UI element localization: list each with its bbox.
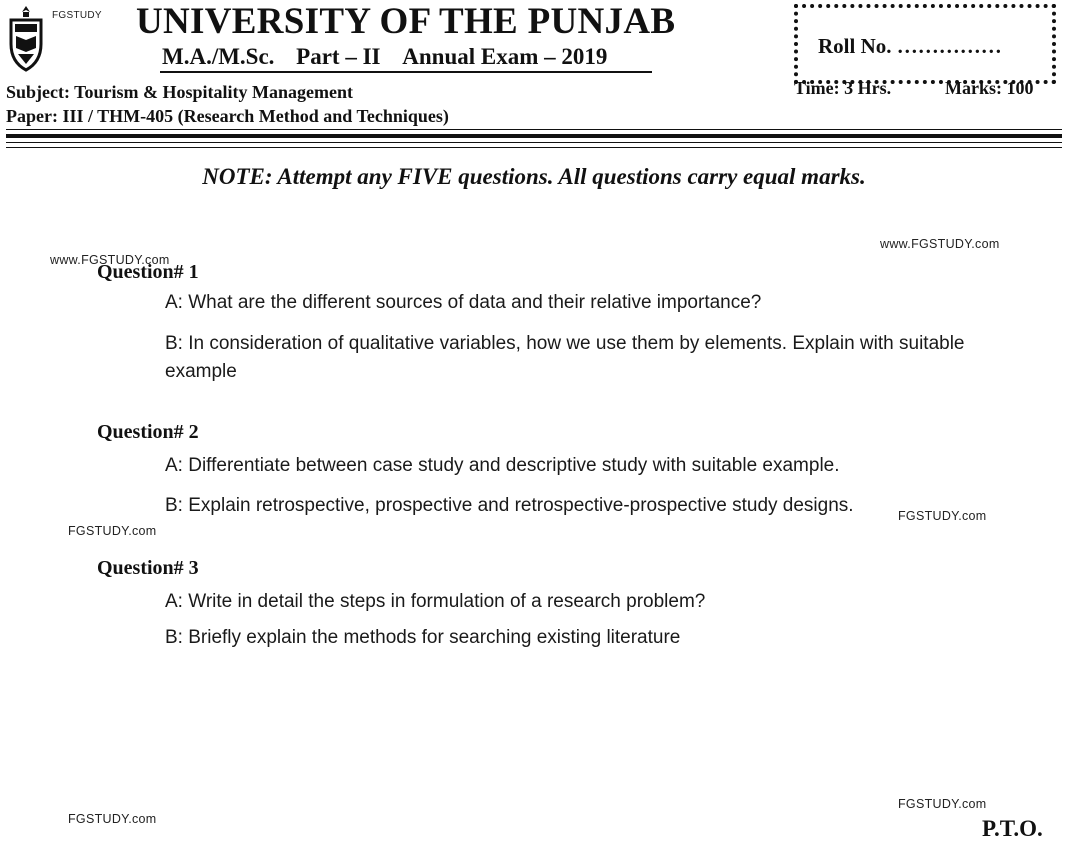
degree-label: M.A./M.Sc. [162, 44, 275, 69]
watermark-url: www.FGSTUDY.com [50, 253, 170, 267]
crest-icon [6, 4, 46, 74]
marks-label: Marks: 100 [945, 78, 1034, 98]
question-2-part-a: A: Differentiate between case study and descriptive study with suitable example. [165, 455, 840, 476]
watermark-url: www.FGSTUDY.com [880, 237, 1000, 251]
header-rule-2 [6, 134, 1062, 138]
subject-line: Subject: Tourism & Hospitality Management [6, 82, 354, 102]
please-turn-over: P.T.O. [982, 816, 1043, 841]
question-2-heading: Question# 2 [97, 421, 199, 443]
question-2-part-b: B: Explain retrospective, prospective and retrospective-prospective study designs. [165, 495, 854, 516]
instructions-note: NOTE: Attempt any FIVE questions. All questions carry equal marks. [202, 164, 866, 189]
question-1-heading: Question# 1 [97, 261, 199, 283]
exam-details [162, 44, 623, 70]
roll-number-label: Roll No. …………… [818, 34, 1002, 58]
part-label: Part – II [296, 44, 381, 69]
header-rule-1 [6, 129, 1062, 130]
question-1-part-a: A: What are the different sources of data and their relative importance? [165, 292, 762, 313]
header-rule-3 [6, 142, 1062, 143]
watermark-url: FGSTUDY.com [68, 524, 157, 538]
watermark-url: FGSTUDY.com [898, 797, 987, 811]
watermark-url: FGSTUDY.com [898, 509, 987, 523]
time-label: Time: 3 Hrs. [794, 78, 892, 98]
question-3-heading: Question# 3 [97, 557, 199, 579]
university-crest-logo [6, 4, 46, 74]
university-title: UNIVERSITY OF THE PUNJAB [136, 1, 676, 42]
exam-label: Annual Exam – 2019 [402, 44, 608, 69]
exam-underline [160, 71, 652, 73]
question-1-part-b: B: In consideration of qualitative variables, how we use them by elements. Explain with suitable example [165, 333, 965, 382]
paper-line: Paper: III / THM-405 (Research Method and Techniques) [6, 106, 449, 126]
header-rule-4 [6, 147, 1062, 148]
watermark-url: FGSTUDY.com [68, 812, 157, 826]
watermark-fgstudy: FGSTUDY [52, 10, 102, 21]
question-3-part-a: A: Write in detail the steps in formulation of a research problem? [165, 591, 706, 612]
question-3-part-b: B: Briefly explain the methods for searching existing literature [165, 627, 681, 648]
